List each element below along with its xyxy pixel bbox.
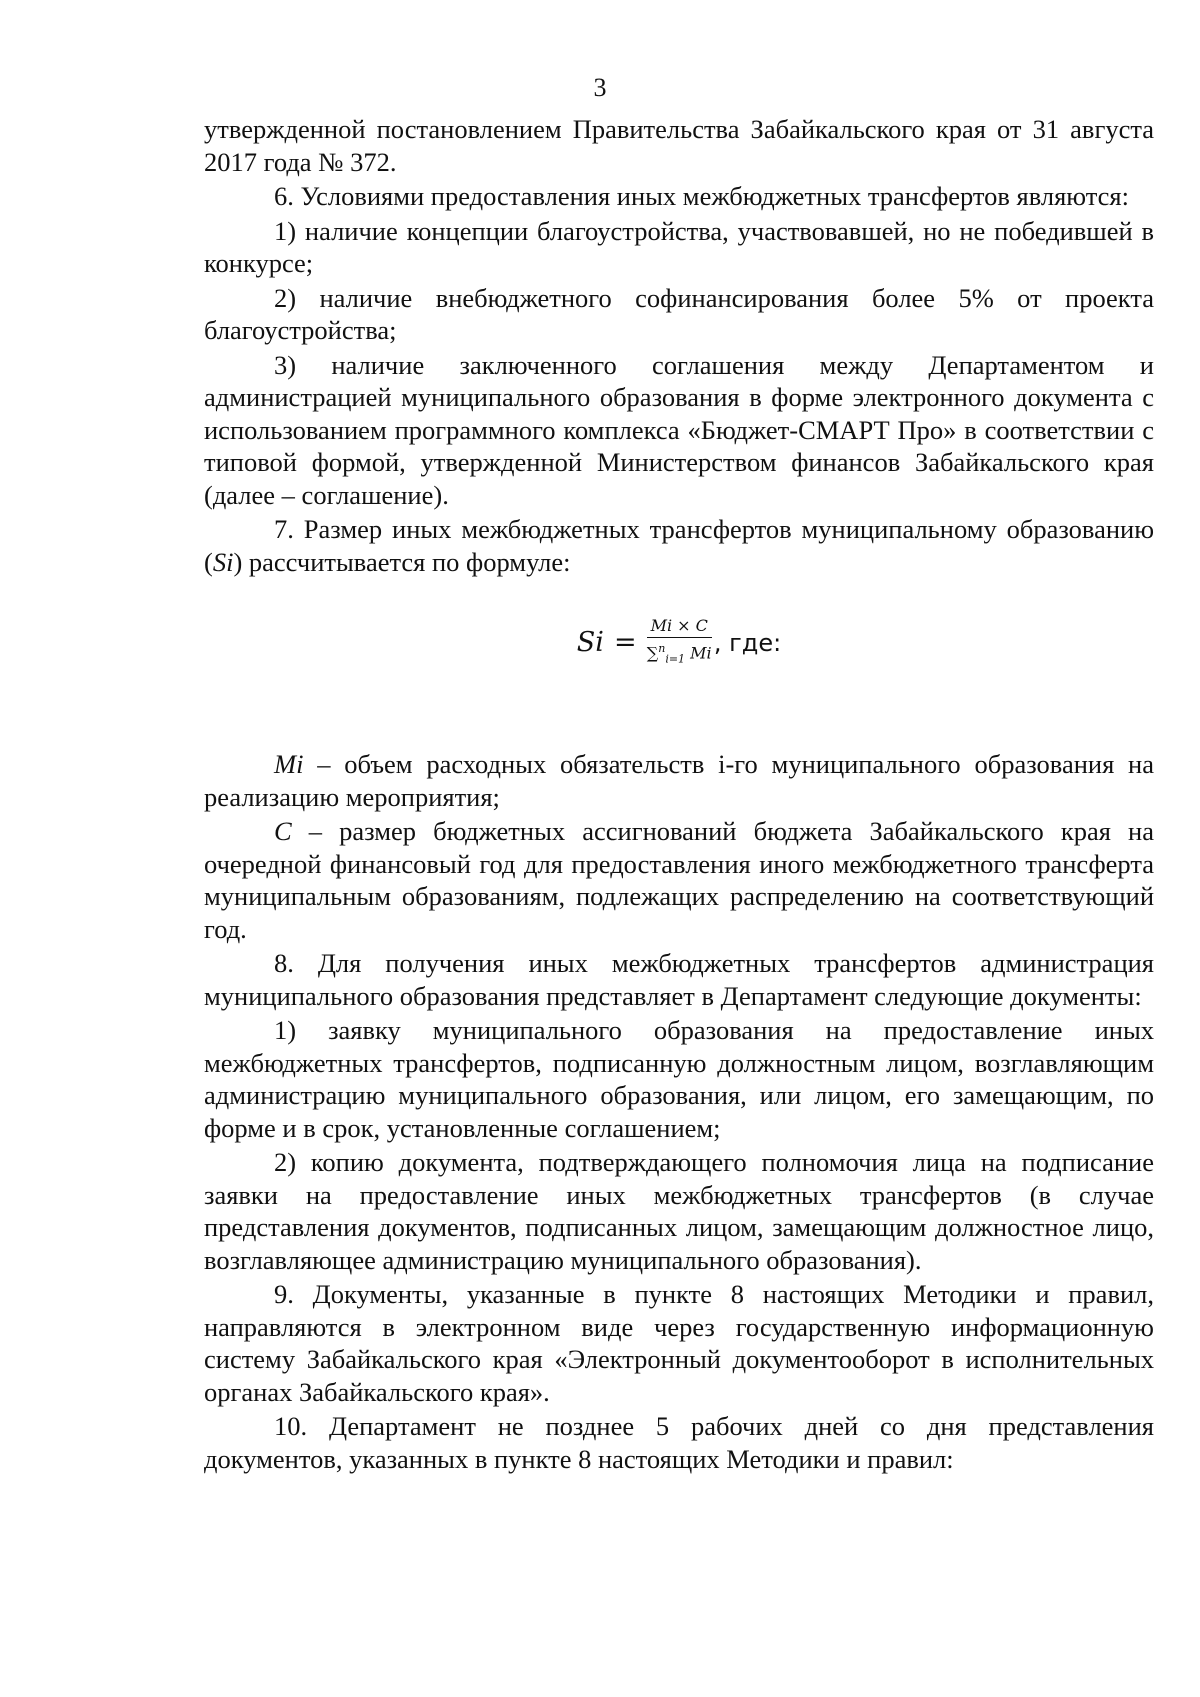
formula [204,598,1154,688]
paragraph-9: 9. Документы, указанные в пункте 8 настоящих Методики и правил, направляются в электронном виде через государственную информационную систему Забайкальского края «Электронный документооборот в исполнительных органах Забайкальского края». [204,1279,1154,1407]
formula-lhs: Si [576,626,604,658]
paragraph-6-item-3: 3) наличие заключенного соглашения между Департаментом и администрацией муниципального образования в форме электронного документа с использованием программного комплекса «Бюджет-СМАРТ Про» в соответствии с типовой формой, утвержденной Министерством финансов Забайкальского края (далее – соглашение). [204,349,1154,510]
paragraph-7-text-b: ) рассчитывается по формуле: [233,546,571,577]
definition-c-var: C [274,816,292,846]
page-number: 3 [593,73,607,102]
document-body [204,113,1154,1475]
paragraph-6-item-1: 1) наличие концепции благоустройства, участвовавшей, но не победившей в конкурсе; [204,215,1154,278]
sum-lower: i=1 [665,652,686,666]
denominator-var: Mi [690,643,712,663]
paragraph-continuation: утвержденной постановлением Правительства Забайкальского края от 31 августа 2017 года № 372. [204,114,1154,177]
paragraph-7 [204,513,1154,578]
paragraph-7-variable: Si [212,546,234,577]
paragraph-6: 6. Условиями предоставления иных межбюджетных трансфертов являются: [274,181,1129,211]
definition-c-text: – размер бюджетных ассигнований бюджета Забайкальского края на очередной финансовый год для предоставления иного межбюджетного трансферта муниципальным образованиям, подлежащих распределению на соответствующий год. [204,816,1154,944]
paragraph-8-item-1: 1) заявку муниципального образования на предоставление иных межбюджетных трансфертов, подписанную должностным лицом, возглавляющим администрацию муниципального образования, или лицом, его замещающим, по форме и в срок, установленные соглашением; [204,1015,1154,1143]
paragraph-7-text-a: 7. Размер иных межбюджетных трансфертов муниципальному образованию ( [204,514,1154,577]
definition-mi [204,748,1154,813]
formula-numerator: Mi × C [650,616,708,636]
sum-symbol: ∑ [646,643,659,663]
paragraph-10: 10. Департамент не позднее 5 рабочих дней со дня представления документов, указанных в пункте 8 настоящих Методики и правил: [204,1411,1154,1474]
paragraph-8: 8. Для получения иных межбюджетных трансфертов администрация муниципального образования представляет в Департамент следующие документы: [204,948,1154,1011]
definition-c [204,815,1154,945]
definition-mi-text: – объем расходных обязательств i-го муниципального образования на реализацию мероприятия; [204,749,1154,812]
sum-upper: n [658,642,666,656]
definition-mi-var: Mi [274,749,304,779]
formula-denominator [647,638,712,669]
formula-equals: = [613,626,637,658]
formula-fraction [647,617,712,669]
paragraph-6-item-2: 2) наличие внебюджетного софинансирования более 5% от проекта благоустройства; [204,282,1154,345]
formula-tail: , где: [713,628,782,657]
paragraph-8-item-2: 2) копию документа, подтверждающего полномочия лица на подписание заявки на предоставление иных межбюджетных трансфертов (в случае представления документов, подписанных лицом, замещающим должностное лицо, возглавляющее администрацию муниципального образования). [204,1147,1154,1275]
